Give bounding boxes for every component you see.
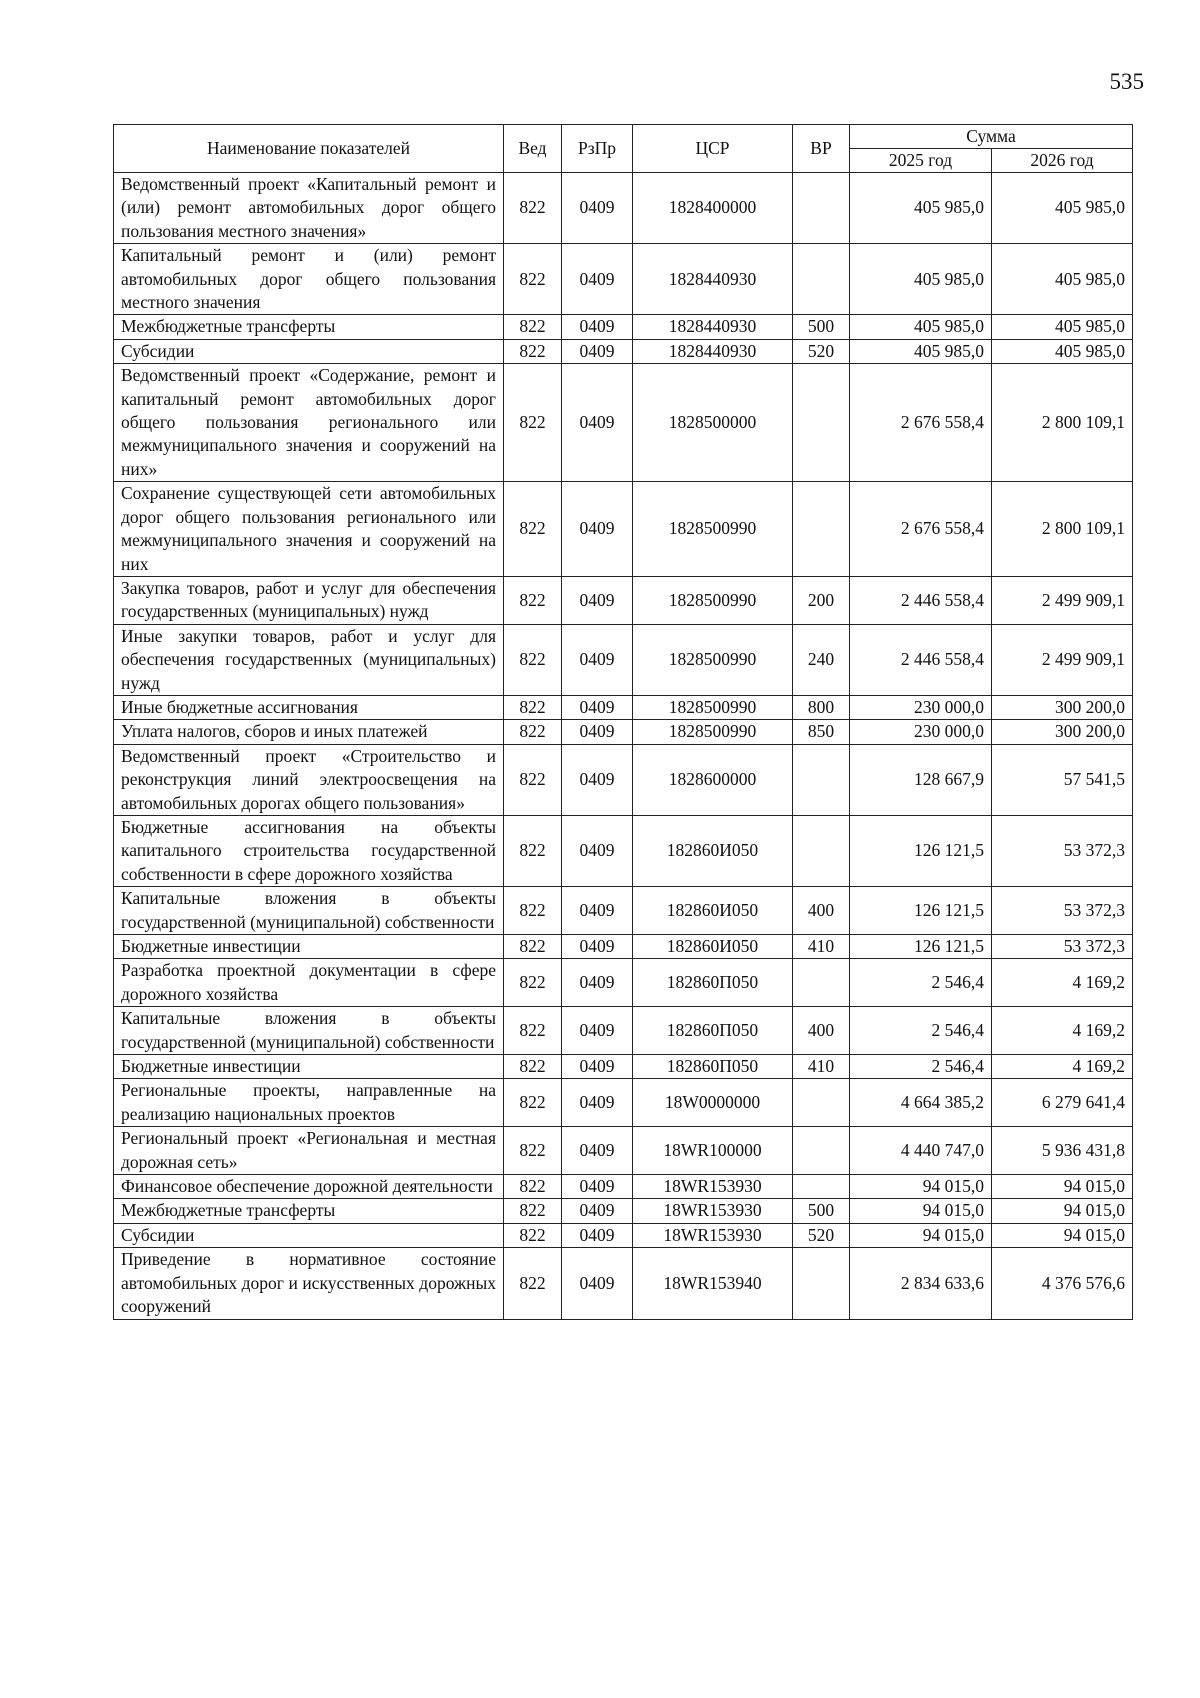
cell-vr <box>793 1175 850 1199</box>
cell-name: Ведомственный проект «Строительство и реконструкция линий электроосвещения на автомобильных дорогах общего пользования» <box>114 744 504 815</box>
table-row <box>114 959 1133 1007</box>
cell-ved: 822 <box>504 815 562 886</box>
cell-csr: 18WR153930 <box>633 1223 793 1247</box>
table-row <box>114 1223 1133 1247</box>
cell-amount-2026: 53 372,3 <box>992 815 1133 886</box>
cell-rzpr: 0409 <box>562 576 633 624</box>
cell-amount-2026: 405 985,0 <box>992 315 1133 339</box>
cell-name: Уплата налогов, сборов и иных платежей <box>114 720 504 744</box>
cell-amount-2026: 405 985,0 <box>992 339 1133 363</box>
cell-csr: 1828440930 <box>633 315 793 339</box>
cell-vr <box>793 815 850 886</box>
cell-amount-2026: 2 800 109,1 <box>992 482 1133 577</box>
cell-amount-2026: 4 169,2 <box>992 959 1133 1007</box>
cell-name: Региональный проект «Региональная и местная дорожная сеть» <box>114 1127 504 1175</box>
cell-rzpr: 0409 <box>562 744 633 815</box>
header-year-2026: 2026 год <box>992 149 1133 173</box>
cell-csr: 182860И050 <box>633 935 793 959</box>
cell-amount-2025: 405 985,0 <box>850 315 992 339</box>
table-row <box>114 364 1133 482</box>
table-row <box>114 1248 1133 1319</box>
table-row <box>114 1127 1133 1175</box>
cell-amount-2026: 2 499 909,1 <box>992 576 1133 624</box>
cell-name: Межбюджетные трансферты <box>114 1199 504 1223</box>
header-year-2025: 2025 год <box>850 149 992 173</box>
cell-amount-2026: 6 279 641,4 <box>992 1079 1133 1127</box>
table-row <box>114 695 1133 719</box>
cell-name: Закупка товаров, работ и услуг для обеспечения государственных (муниципальных) нужд <box>114 576 504 624</box>
cell-ved: 822 <box>504 315 562 339</box>
cell-ved: 822 <box>504 935 562 959</box>
cell-csr: 1828500990 <box>633 695 793 719</box>
cell-amount-2026: 53 372,3 <box>992 935 1133 959</box>
cell-amount-2025: 230 000,0 <box>850 695 992 719</box>
cell-csr: 18WR153930 <box>633 1199 793 1223</box>
cell-csr: 182860П050 <box>633 1055 793 1079</box>
cell-vr: 800 <box>793 695 850 719</box>
cell-csr: 18W0000000 <box>633 1079 793 1127</box>
cell-csr: 1828440930 <box>633 339 793 363</box>
cell-amount-2026: 94 015,0 <box>992 1199 1133 1223</box>
table-body <box>114 173 1133 1320</box>
cell-ved: 822 <box>504 1175 562 1199</box>
cell-rzpr: 0409 <box>562 1223 633 1247</box>
cell-rzpr: 0409 <box>562 173 633 244</box>
cell-vr: 200 <box>793 576 850 624</box>
cell-vr <box>793 244 850 315</box>
cell-vr: 410 <box>793 935 850 959</box>
cell-vr: 400 <box>793 887 850 935</box>
cell-amount-2026: 57 541,5 <box>992 744 1133 815</box>
cell-name: Капитальный ремонт и (или) ремонт автомобильных дорог общего пользования местного значения <box>114 244 504 315</box>
cell-amount-2026: 94 015,0 <box>992 1223 1133 1247</box>
table-row <box>114 1175 1133 1199</box>
cell-csr: 1828500990 <box>633 482 793 577</box>
cell-vr <box>793 1248 850 1319</box>
cell-name: Капитальные вложения в объекты государственной (муниципальной) собственности <box>114 1007 504 1055</box>
cell-vr <box>793 482 850 577</box>
table-row <box>114 1055 1133 1079</box>
cell-vr <box>793 959 850 1007</box>
cell-vr <box>793 1127 850 1175</box>
cell-name: Бюджетные инвестиции <box>114 1055 504 1079</box>
header-csr: ЦСР <box>633 125 793 173</box>
cell-csr: 182860И050 <box>633 887 793 935</box>
cell-csr: 1828500990 <box>633 624 793 695</box>
table-row <box>114 339 1133 363</box>
cell-amount-2026: 405 985,0 <box>992 173 1133 244</box>
table-row <box>114 720 1133 744</box>
cell-amount-2026: 2 499 909,1 <box>992 624 1133 695</box>
cell-amount-2025: 2 546,4 <box>850 1055 992 1079</box>
header-vr: ВР <box>793 125 850 173</box>
cell-name: Межбюджетные трансферты <box>114 315 504 339</box>
cell-vr: 520 <box>793 339 850 363</box>
cell-ved: 822 <box>504 959 562 1007</box>
cell-name: Ведомственный проект «Капитальный ремонт и (или) ремонт автомобильных дорог общего пользования местного значения» <box>114 173 504 244</box>
cell-amount-2025: 2 834 633,6 <box>850 1248 992 1319</box>
header-name: Наименование показателей <box>114 125 504 173</box>
cell-ved: 822 <box>504 624 562 695</box>
cell-name: Сохранение существующей сети автомобильных дорог общего пользования регионального или межмуниципального значения и сооружений на них <box>114 482 504 577</box>
cell-name: Бюджетные ассигнования на объекты капитального строительства государственной собственности в сфере дорожного хозяйства <box>114 815 504 886</box>
page-number: 535 <box>1109 69 1144 94</box>
cell-name: Региональные проекты, направленные на реализацию национальных проектов <box>114 1079 504 1127</box>
cell-amount-2026: 2 800 109,1 <box>992 364 1133 482</box>
cell-name: Бюджетные инвестиции <box>114 935 504 959</box>
cell-rzpr: 0409 <box>562 1175 633 1199</box>
cell-ved: 822 <box>504 173 562 244</box>
cell-rzpr: 0409 <box>562 935 633 959</box>
header-ved: Вед <box>504 125 562 173</box>
cell-rzpr: 0409 <box>562 364 633 482</box>
cell-ved: 822 <box>504 1199 562 1223</box>
table-row <box>114 173 1133 244</box>
cell-amount-2025: 94 015,0 <box>850 1175 992 1199</box>
cell-vr: 500 <box>793 1199 850 1223</box>
cell-amount-2026: 94 015,0 <box>992 1175 1133 1199</box>
cell-amount-2025: 2 676 558,4 <box>850 364 992 482</box>
cell-csr: 182860П050 <box>633 959 793 1007</box>
cell-amount-2026: 4 169,2 <box>992 1007 1133 1055</box>
cell-amount-2025: 2 676 558,4 <box>850 482 992 577</box>
cell-amount-2025: 405 985,0 <box>850 173 992 244</box>
table-row <box>114 887 1133 935</box>
cell-rzpr: 0409 <box>562 624 633 695</box>
table-row <box>114 1199 1133 1223</box>
cell-amount-2025: 2 546,4 <box>850 959 992 1007</box>
cell-name: Финансовое обеспечение дорожной деятельности <box>114 1175 504 1199</box>
cell-ved: 822 <box>504 364 562 482</box>
cell-amount-2026: 4 169,2 <box>992 1055 1133 1079</box>
cell-vr: 410 <box>793 1055 850 1079</box>
table-row <box>114 624 1133 695</box>
cell-rzpr: 0409 <box>562 959 633 1007</box>
cell-vr: 400 <box>793 1007 850 1055</box>
cell-amount-2026: 300 200,0 <box>992 695 1133 719</box>
table-row <box>114 1007 1133 1055</box>
cell-rzpr: 0409 <box>562 339 633 363</box>
header-rzpr: РзПр <box>562 125 633 173</box>
cell-amount-2025: 126 121,5 <box>850 887 992 935</box>
cell-vr: 520 <box>793 1223 850 1247</box>
cell-csr: 182860П050 <box>633 1007 793 1055</box>
cell-vr: 850 <box>793 720 850 744</box>
cell-rzpr: 0409 <box>562 1199 633 1223</box>
cell-ved: 822 <box>504 1079 562 1127</box>
table-row <box>114 744 1133 815</box>
cell-amount-2025: 2 546,4 <box>850 1007 992 1055</box>
table-header <box>114 125 1133 173</box>
cell-rzpr: 0409 <box>562 244 633 315</box>
cell-ved: 822 <box>504 482 562 577</box>
cell-ved: 822 <box>504 720 562 744</box>
cell-csr: 1828500990 <box>633 576 793 624</box>
cell-amount-2026: 405 985,0 <box>992 244 1133 315</box>
header-sum: Сумма <box>850 125 1133 149</box>
table-row <box>114 815 1133 886</box>
cell-csr: 1828500990 <box>633 720 793 744</box>
cell-amount-2025: 4 664 385,2 <box>850 1079 992 1127</box>
cell-name: Приведение в нормативное состояние автомобильных дорог и искусственных дорожных сооружений <box>114 1248 504 1319</box>
cell-rzpr: 0409 <box>562 1079 633 1127</box>
cell-rzpr: 0409 <box>562 887 633 935</box>
cell-ved: 822 <box>504 576 562 624</box>
cell-csr: 18WR100000 <box>633 1127 793 1175</box>
cell-vr: 240 <box>793 624 850 695</box>
cell-amount-2025: 2 446 558,4 <box>850 624 992 695</box>
cell-rzpr: 0409 <box>562 695 633 719</box>
cell-ved: 822 <box>504 1248 562 1319</box>
cell-vr <box>793 173 850 244</box>
cell-vr: 500 <box>793 315 850 339</box>
table-row <box>114 244 1133 315</box>
cell-rzpr: 0409 <box>562 1248 633 1319</box>
cell-ved: 822 <box>504 887 562 935</box>
cell-amount-2025: 126 121,5 <box>850 815 992 886</box>
cell-amount-2025: 94 015,0 <box>850 1223 992 1247</box>
cell-name: Иные бюджетные ассигнования <box>114 695 504 719</box>
table-row <box>114 1079 1133 1127</box>
cell-rzpr: 0409 <box>562 1127 633 1175</box>
cell-csr: 1828600000 <box>633 744 793 815</box>
cell-name: Иные закупки товаров, работ и услуг для обеспечения государственных (муниципальных) нужд <box>114 624 504 695</box>
cell-name: Субсидии <box>114 339 504 363</box>
cell-rzpr: 0409 <box>562 482 633 577</box>
cell-amount-2026: 4 376 576,6 <box>992 1248 1133 1319</box>
cell-name: Разработка проектной документации в сфере дорожного хозяйства <box>114 959 504 1007</box>
cell-amount-2025: 128 667,9 <box>850 744 992 815</box>
cell-amount-2025: 405 985,0 <box>850 244 992 315</box>
cell-ved: 822 <box>504 339 562 363</box>
cell-rzpr: 0409 <box>562 315 633 339</box>
cell-amount-2025: 4 440 747,0 <box>850 1127 992 1175</box>
cell-ved: 822 <box>504 744 562 815</box>
cell-rzpr: 0409 <box>562 815 633 886</box>
cell-name: Капитальные вложения в объекты государственной (муниципальной) собственности <box>114 887 504 935</box>
cell-ved: 822 <box>504 1127 562 1175</box>
table-row <box>114 482 1133 577</box>
cell-ved: 822 <box>504 1007 562 1055</box>
cell-rzpr: 0409 <box>562 1007 633 1055</box>
cell-amount-2026: 5 936 431,8 <box>992 1127 1133 1175</box>
cell-amount-2025: 405 985,0 <box>850 339 992 363</box>
cell-amount-2026: 53 372,3 <box>992 887 1133 935</box>
cell-name: Субсидии <box>114 1223 504 1247</box>
cell-amount-2025: 2 446 558,4 <box>850 576 992 624</box>
cell-vr <box>793 1079 850 1127</box>
cell-ved: 822 <box>504 695 562 719</box>
cell-csr: 1828500000 <box>633 364 793 482</box>
cell-amount-2025: 94 015,0 <box>850 1199 992 1223</box>
cell-rzpr: 0409 <box>562 1055 633 1079</box>
cell-csr: 1828440930 <box>633 244 793 315</box>
budget-table <box>113 124 1133 1320</box>
cell-ved: 822 <box>504 1055 562 1079</box>
table-row <box>114 576 1133 624</box>
cell-vr <box>793 744 850 815</box>
cell-name: Ведомственный проект «Содержание, ремонт и капитальный ремонт автомобильных дорог общего пользования регионального или межмуниципального значения и сооружений на них» <box>114 364 504 482</box>
table-row <box>114 935 1133 959</box>
cell-csr: 1828400000 <box>633 173 793 244</box>
table-row <box>114 315 1133 339</box>
cell-csr: 18WR153940 <box>633 1248 793 1319</box>
cell-vr <box>793 364 850 482</box>
cell-rzpr: 0409 <box>562 720 633 744</box>
cell-ved: 822 <box>504 244 562 315</box>
cell-amount-2025: 230 000,0 <box>850 720 992 744</box>
cell-amount-2025: 126 121,5 <box>850 935 992 959</box>
cell-csr: 182860И050 <box>633 815 793 886</box>
cell-amount-2026: 300 200,0 <box>992 720 1133 744</box>
cell-csr: 18WR153930 <box>633 1175 793 1199</box>
cell-ved: 822 <box>504 1223 562 1247</box>
